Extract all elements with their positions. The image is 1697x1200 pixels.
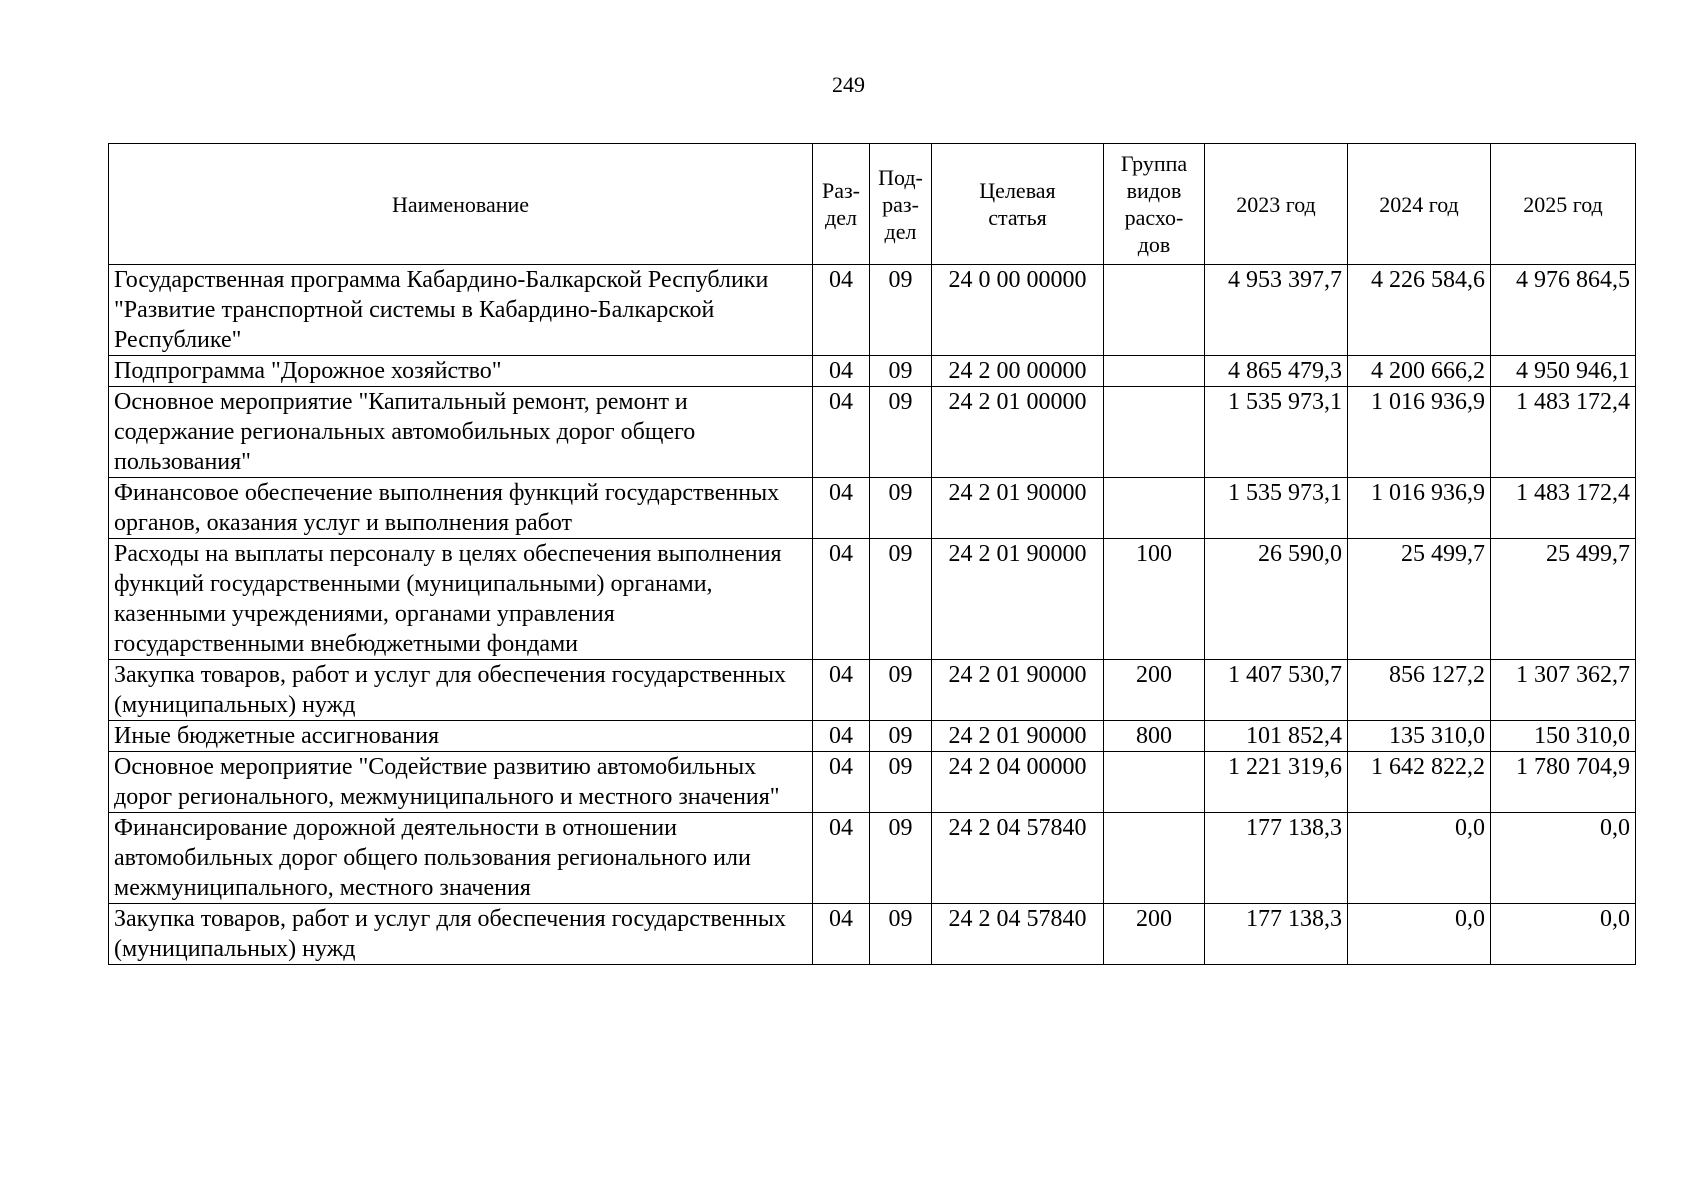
table-row (109, 387, 1636, 478)
cell-razdel: 04 (813, 387, 870, 478)
cell-razdel: 04 (813, 539, 870, 660)
cell-podrazdel: 09 (870, 752, 932, 813)
cell-year-2024: 1 016 936,9 (1348, 478, 1491, 539)
cell-year-2025: 1 483 172,4 (1491, 387, 1636, 478)
cell-expense-group: 200 (1104, 660, 1205, 721)
cell-year-2023: 4 953 397,7 (1205, 265, 1348, 356)
cell-target-article: 24 0 00 00000 (932, 265, 1104, 356)
cell-year-2024: 856 127,2 (1348, 660, 1491, 721)
cell-year-2024: 0,0 (1348, 813, 1491, 904)
header-podrazdel: Под- раз- дел (870, 144, 932, 265)
cell-year-2025: 25 499,7 (1491, 539, 1636, 660)
cell-year-2025: 0,0 (1491, 904, 1636, 965)
cell-expense-group: 200 (1104, 904, 1205, 965)
cell-razdel: 04 (813, 721, 870, 752)
cell-name: Закупка товаров, работ и услуг для обеспечения государственных (муниципальных) нужд (109, 904, 813, 965)
cell-podrazdel: 09 (870, 904, 932, 965)
cell-year-2024: 25 499,7 (1348, 539, 1491, 660)
header-target-article: Целевая статья (932, 144, 1104, 265)
cell-razdel: 04 (813, 356, 870, 387)
cell-target-article: 24 2 01 90000 (932, 539, 1104, 660)
header-expense-group: Группа видов расхо- дов (1104, 144, 1205, 265)
cell-year-2023: 1 407 530,7 (1205, 660, 1348, 721)
cell-podrazdel: 09 (870, 813, 932, 904)
cell-expense-group (1104, 752, 1205, 813)
table-row (109, 752, 1636, 813)
cell-year-2025: 0,0 (1491, 813, 1636, 904)
header-razdel: Раз- дел (813, 144, 870, 265)
table-row (109, 660, 1636, 721)
cell-expense-group: 800 (1104, 721, 1205, 752)
cell-razdel: 04 (813, 813, 870, 904)
cell-razdel: 04 (813, 478, 870, 539)
header-year-2025: 2025 год (1491, 144, 1636, 265)
cell-target-article: 24 2 01 90000 (932, 660, 1104, 721)
cell-podrazdel: 09 (870, 721, 932, 752)
cell-target-article: 24 2 01 00000 (932, 387, 1104, 478)
cell-podrazdel: 09 (870, 660, 932, 721)
cell-razdel: 04 (813, 265, 870, 356)
cell-year-2023: 1 535 973,1 (1205, 478, 1348, 539)
cell-name: Основное мероприятие "Содействие развитию автомобильных дорог регионального, межмуниципального и местного значения" (109, 752, 813, 813)
cell-name: Иные бюджетные ассигнования (109, 721, 813, 752)
cell-razdel: 04 (813, 904, 870, 965)
cell-year-2023: 177 138,3 (1205, 904, 1348, 965)
cell-year-2025: 4 950 946,1 (1491, 356, 1636, 387)
cell-year-2023: 177 138,3 (1205, 813, 1348, 904)
cell-year-2024: 1 016 936,9 (1348, 387, 1491, 478)
cell-year-2023: 4 865 479,3 (1205, 356, 1348, 387)
cell-expense-group (1104, 265, 1205, 356)
cell-year-2025: 1 780 704,9 (1491, 752, 1636, 813)
table-row (109, 721, 1636, 752)
cell-year-2025: 1 483 172,4 (1491, 478, 1636, 539)
header-year-2024: 2024 год (1348, 144, 1491, 265)
cell-razdel: 04 (813, 660, 870, 721)
cell-year-2024: 4 200 666,2 (1348, 356, 1491, 387)
table-row (109, 539, 1636, 660)
cell-target-article: 24 2 04 57840 (932, 813, 1104, 904)
cell-target-article: 24 2 01 90000 (932, 721, 1104, 752)
table-row (109, 904, 1636, 965)
cell-podrazdel: 09 (870, 387, 932, 478)
cell-target-article: 24 2 04 57840 (932, 904, 1104, 965)
cell-podrazdel: 09 (870, 539, 932, 660)
cell-name: Финансовое обеспечение выполнения функций государственных органов, оказания услуг и выполнения работ (109, 478, 813, 539)
cell-year-2025: 4 976 864,5 (1491, 265, 1636, 356)
table-row (109, 813, 1636, 904)
cell-podrazdel: 09 (870, 478, 932, 539)
cell-name: Финансирование дорожной деятельности в отношении автомобильных дорог общего пользования регионального или межмуниципального, местного значения (109, 813, 813, 904)
budget-table (108, 143, 1636, 965)
cell-year-2025: 150 310,0 (1491, 721, 1636, 752)
cell-name: Государственная программа Кабардино-Балкарской Республики "Развитие транспортной системы в Кабардино-Балкарской Республике" (109, 265, 813, 356)
cell-podrazdel: 09 (870, 356, 932, 387)
cell-year-2024: 4 226 584,6 (1348, 265, 1491, 356)
cell-target-article: 24 2 04 00000 (932, 752, 1104, 813)
header-year-2023: 2023 год (1205, 144, 1348, 265)
cell-expense-group: 100 (1104, 539, 1205, 660)
cell-year-2024: 1 642 822,2 (1348, 752, 1491, 813)
cell-year-2024: 135 310,0 (1348, 721, 1491, 752)
cell-podrazdel: 09 (870, 265, 932, 356)
cell-year-2023: 1 221 319,6 (1205, 752, 1348, 813)
cell-year-2023: 101 852,4 (1205, 721, 1348, 752)
cell-expense-group (1104, 478, 1205, 539)
cell-name: Закупка товаров, работ и услуг для обеспечения государственных (муниципальных) нужд (109, 660, 813, 721)
table-row (109, 265, 1636, 356)
cell-year-2023: 1 535 973,1 (1205, 387, 1348, 478)
cell-expense-group (1104, 813, 1205, 904)
cell-name: Расходы на выплаты персоналу в целях обеспечения выполнения функций государственными (муниципальными) органами, казенными учреждениями, органами управления государственными внебюджетными фондами (109, 539, 813, 660)
cell-razdel: 04 (813, 752, 870, 813)
cell-expense-group (1104, 387, 1205, 478)
header-name: Наименование (109, 144, 813, 265)
cell-year-2025: 1 307 362,7 (1491, 660, 1636, 721)
cell-year-2024: 0,0 (1348, 904, 1491, 965)
table-row (109, 356, 1636, 387)
table-row (109, 478, 1636, 539)
page-number: 249 (832, 72, 865, 97)
header-row (109, 144, 1636, 265)
cell-name: Основное мероприятие "Капитальный ремонт, ремонт и содержание региональных автомобильных дорог общего пользования" (109, 387, 813, 478)
cell-year-2023: 26 590,0 (1205, 539, 1348, 660)
cell-expense-group (1104, 356, 1205, 387)
table-body (109, 265, 1636, 965)
cell-target-article: 24 2 01 90000 (932, 478, 1104, 539)
cell-name: Подпрограмма "Дорожное хозяйство" (109, 356, 813, 387)
cell-target-article: 24 2 00 00000 (932, 356, 1104, 387)
